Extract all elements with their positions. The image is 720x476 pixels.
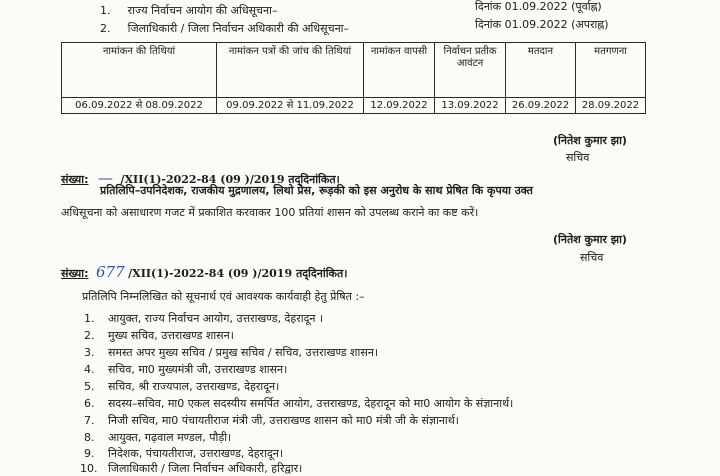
- table-cell: 13.09.2022: [435, 98, 506, 114]
- list-item: [80, 461, 302, 476]
- list-text: मुख्य सचिव, उत्तराखण्ड शासन।: [108, 329, 234, 342]
- table-row: [62, 98, 646, 114]
- list-number: 7.: [84, 414, 95, 427]
- table-header-cell: नामांकन की तिथियां: [62, 43, 217, 98]
- list-number: 2.: [84, 329, 95, 342]
- notification-text: राज्य निर्वाचन आयोग की अधिसूचना–: [127, 4, 278, 17]
- signatory-designation: सचिव: [580, 251, 604, 264]
- list-item: [84, 311, 323, 326]
- signatory-name: (नितेश कुमार झा): [553, 134, 627, 147]
- list-text: निजी सचिव, मा0 पंचायतीराज मंत्री जी, उत्तराखण्ड शासन को मा0 मंत्री जी के संज्ञानार्थ।: [108, 414, 459, 427]
- list-text: सचिव, मा0 मुख्यमंत्री जी, उत्तराखण्ड शासन।: [108, 363, 288, 376]
- reference-code: /XII(1)-2022-84 (09 )/2019 तद्‌दिनांकित।: [120, 173, 340, 186]
- notification-date: दिनांक 01.09.2022 (अपराह्न): [475, 18, 609, 31]
- reference-code: /XII(1)-2022-84 (09 )/2019 तद्‌दिनांकित।: [128, 267, 348, 280]
- list-number: 10.: [80, 462, 98, 475]
- election-schedule-table: [61, 42, 646, 114]
- notification-item-1: [100, 0, 277, 18]
- table-header-row: [62, 43, 646, 98]
- table-cell: 12.09.2022: [364, 98, 435, 114]
- reference-label: संख्या:: [61, 173, 89, 186]
- reference-label: संख्या:: [61, 267, 89, 280]
- list-item: [84, 345, 378, 360]
- table-cell: 09.09.2022 से 11.09.2022: [217, 98, 364, 114]
- copy-paragraph-line-1: प्रतिलिपि–उपनिदेशक, राजकीय मुद्रणालय, लिथो प्रेस, रूड़की को इस अनुरोध के साथ प्रेषित कि कृपया उक्त: [100, 184, 533, 197]
- table-cell: 28.09.2022: [576, 98, 646, 114]
- list-number: 6.: [84, 397, 95, 410]
- list-item: [84, 413, 459, 428]
- list-number: 9.: [84, 447, 95, 460]
- handwritten-number: 677: [96, 263, 125, 281]
- notification-number: 1.: [100, 4, 111, 17]
- copy-intro: प्रतिलिपि निम्नलिखित को सूचनार्थ एवं आवश्यक कार्यवाही हेतु प्रेषित :–: [82, 290, 365, 303]
- list-item: [84, 396, 513, 411]
- list-text: समस्त अपर मुख्य सचिव / प्रमुख सचिव / सचिव, उत्तराखण्ड शासन।: [108, 346, 379, 359]
- table-cell: 26.09.2022: [506, 98, 576, 114]
- notification-number: 2.: [100, 22, 111, 35]
- copy-paragraph-line-2: अधिसूचना को असाधारण गजट में प्रकाशित करवाकर 100 प्रतियां शासन को उपलब्ध कराने का कष्ट करें।: [61, 206, 479, 219]
- table-header-cell: मतगणना: [576, 43, 646, 98]
- table-header-cell: मतदान: [506, 43, 576, 98]
- reference-number-2: [61, 263, 347, 281]
- signatory-designation: सचिव: [566, 151, 590, 164]
- signatory-name: (नितेश कुमार झा): [553, 233, 627, 246]
- notification-date: दिनांक 01.09.2022 (पूर्वाह्न): [475, 0, 602, 13]
- notification-item-2: [100, 17, 349, 36]
- list-item: [84, 446, 283, 461]
- list-text: निदेशक, पंचायतीराज, उत्तराखण्ड, देहरादून।: [108, 447, 284, 460]
- list-text: सचिव, श्री राज्यपाल, उत्तराखण्ड, देहरादून।: [108, 380, 280, 393]
- table-header-cell: निर्वाचन प्रतीक आवंटन: [435, 43, 506, 98]
- list-text: सदस्य–सचिव, मा0 एकल सदस्यीय समर्पित आयोग, उत्तराखण्ड, देहरादून को मा0 आयोग के संज्ञानार्थ।: [108, 397, 514, 410]
- notification-text: जिलाधिकारी / जिला निर्वाचन अधिकारी की अधिसूचना–: [127, 22, 350, 35]
- handwritten-number: —: [98, 169, 113, 187]
- list-number: 1.: [84, 312, 95, 325]
- list-number: 5.: [84, 380, 95, 393]
- list-number: 3.: [84, 346, 95, 359]
- list-item: [84, 379, 279, 394]
- list-text: आयुक्त, गढ़वाल मण्डल, पौड़ी।: [108, 431, 232, 444]
- list-item: [84, 362, 287, 377]
- list-item: [84, 430, 231, 445]
- list-item: [84, 328, 234, 343]
- list-number: 8.: [84, 431, 95, 444]
- table-cell: 06.09.2022 से 08.09.2022: [62, 98, 217, 114]
- list-number: 4.: [84, 363, 95, 376]
- list-text: जिलाधिकारी / जिला निर्वाचन अधिकारी, हरिद्वार।: [108, 462, 303, 475]
- table-header-cell: नामांकन पत्रों की जांच की तिथियां: [217, 43, 364, 98]
- table-header-cell: नामांकन वापसी: [364, 43, 435, 98]
- list-text: आयुक्त, राज्य निर्वाचन आयोग, उत्तराखण्ड, देहरादून ।: [108, 312, 324, 325]
